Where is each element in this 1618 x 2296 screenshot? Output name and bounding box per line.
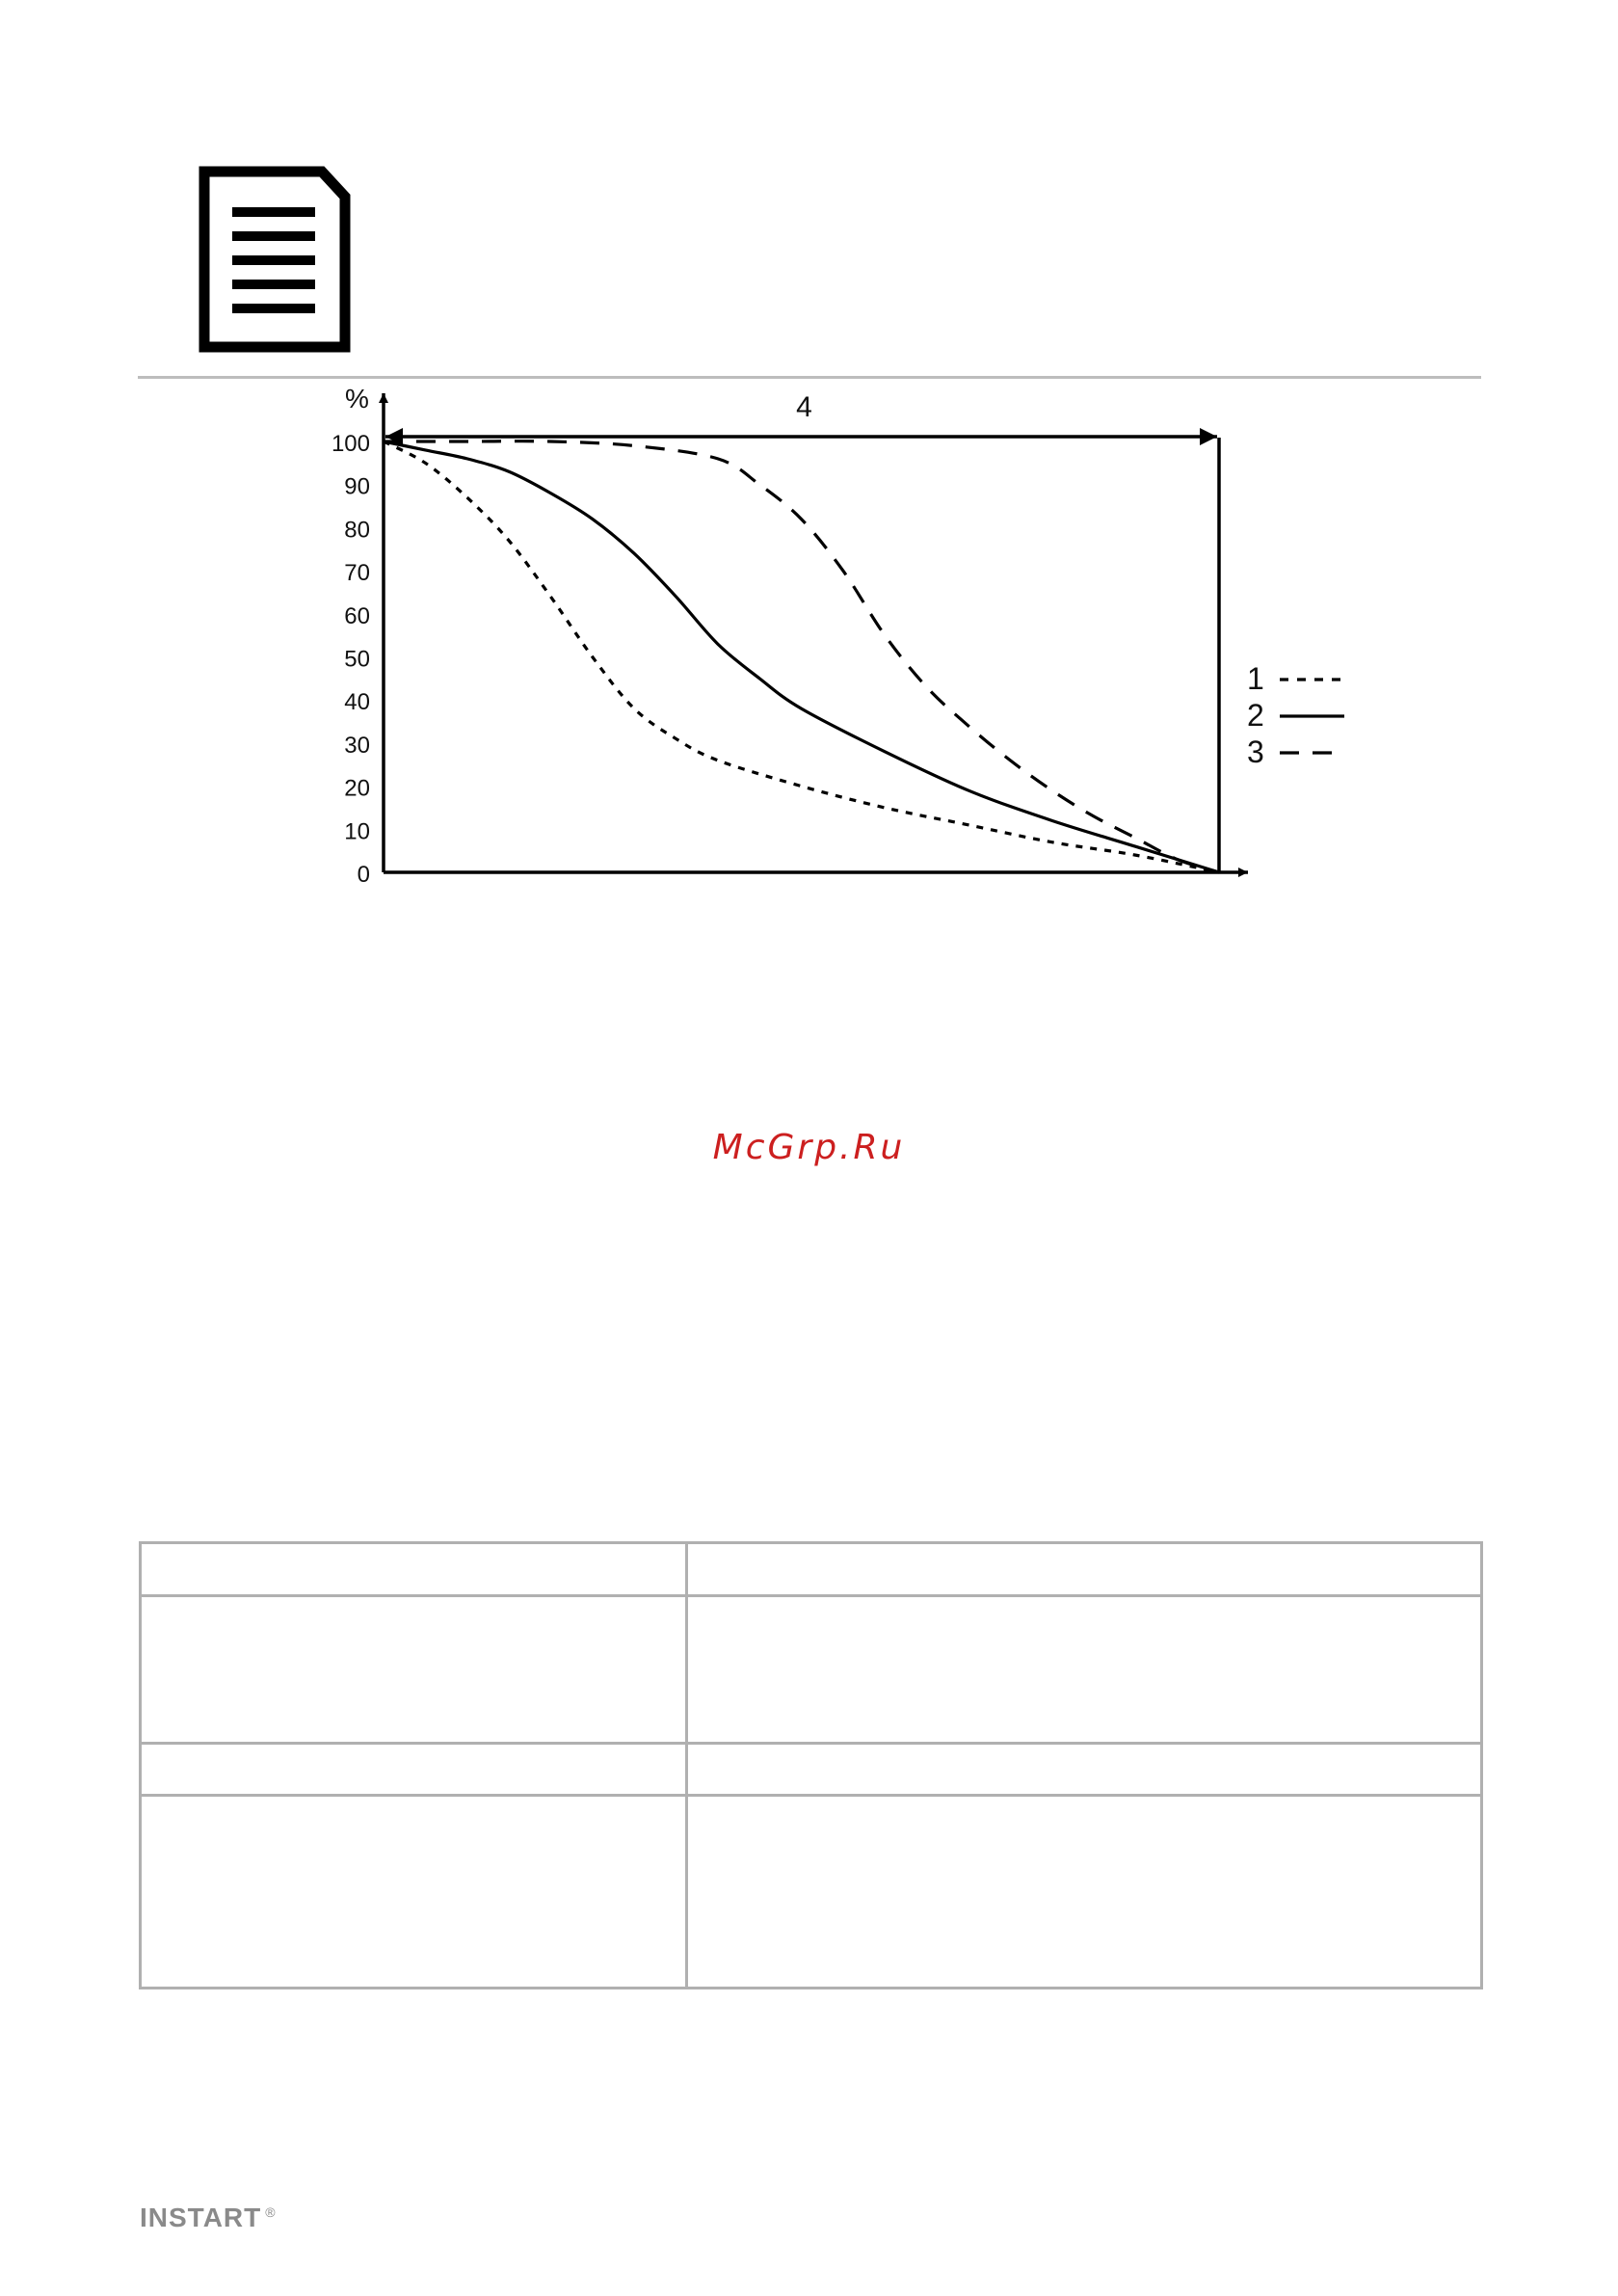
legend-label-3: 3 — [1247, 734, 1264, 769]
document-icon — [199, 166, 351, 353]
y-tick-label: 30 — [344, 732, 370, 759]
table-cell — [687, 1543, 1482, 1596]
table-cell — [141, 1796, 687, 1989]
chart-series — [384, 441, 1219, 872]
table-cell — [141, 1744, 687, 1796]
watermark: McGrp.Ru — [712, 1128, 906, 1167]
chart-legend — [1247, 661, 1344, 769]
table-row — [141, 1543, 1482, 1596]
table-cell — [141, 1596, 687, 1744]
y-tick-label: 90 — [344, 473, 370, 500]
y-tick-label: 60 — [344, 602, 370, 629]
legend-label-1: 1 — [1247, 661, 1264, 696]
table-cell — [687, 1796, 1482, 1989]
chart-axes — [345, 384, 1248, 872]
table-cell — [687, 1744, 1482, 1796]
y-tick-label: 10 — [344, 818, 370, 845]
series-line-2 — [384, 441, 1219, 872]
y-tick-label: 70 — [344, 560, 370, 587]
deceleration-curves-chart — [308, 376, 1368, 896]
y-axis-label: % — [345, 384, 369, 414]
table-cell — [687, 1596, 1482, 1744]
y-tick-label: 40 — [344, 689, 370, 716]
legend-label-2: 2 — [1247, 698, 1264, 733]
brand-logo — [140, 2203, 277, 2233]
series-line-3 — [384, 441, 1219, 872]
y-tick-label: 20 — [344, 775, 370, 802]
table-row — [141, 1744, 1482, 1796]
table-row — [141, 1596, 1482, 1744]
y-tick-labels — [332, 431, 370, 888]
table-cell — [141, 1543, 687, 1596]
registered-mark: ® — [265, 2204, 277, 2220]
y-tick-label: 100 — [331, 431, 370, 457]
brand-name: INSTART — [140, 2203, 262, 2232]
y-tick-label: 0 — [357, 862, 370, 888]
spec-table — [139, 1541, 1483, 1989]
y-tick-label: 80 — [344, 517, 370, 544]
dimension-label: 4 — [796, 391, 812, 423]
series-line-1 — [384, 441, 1219, 872]
table-row — [141, 1796, 1482, 1989]
y-tick-label: 50 — [344, 646, 370, 673]
